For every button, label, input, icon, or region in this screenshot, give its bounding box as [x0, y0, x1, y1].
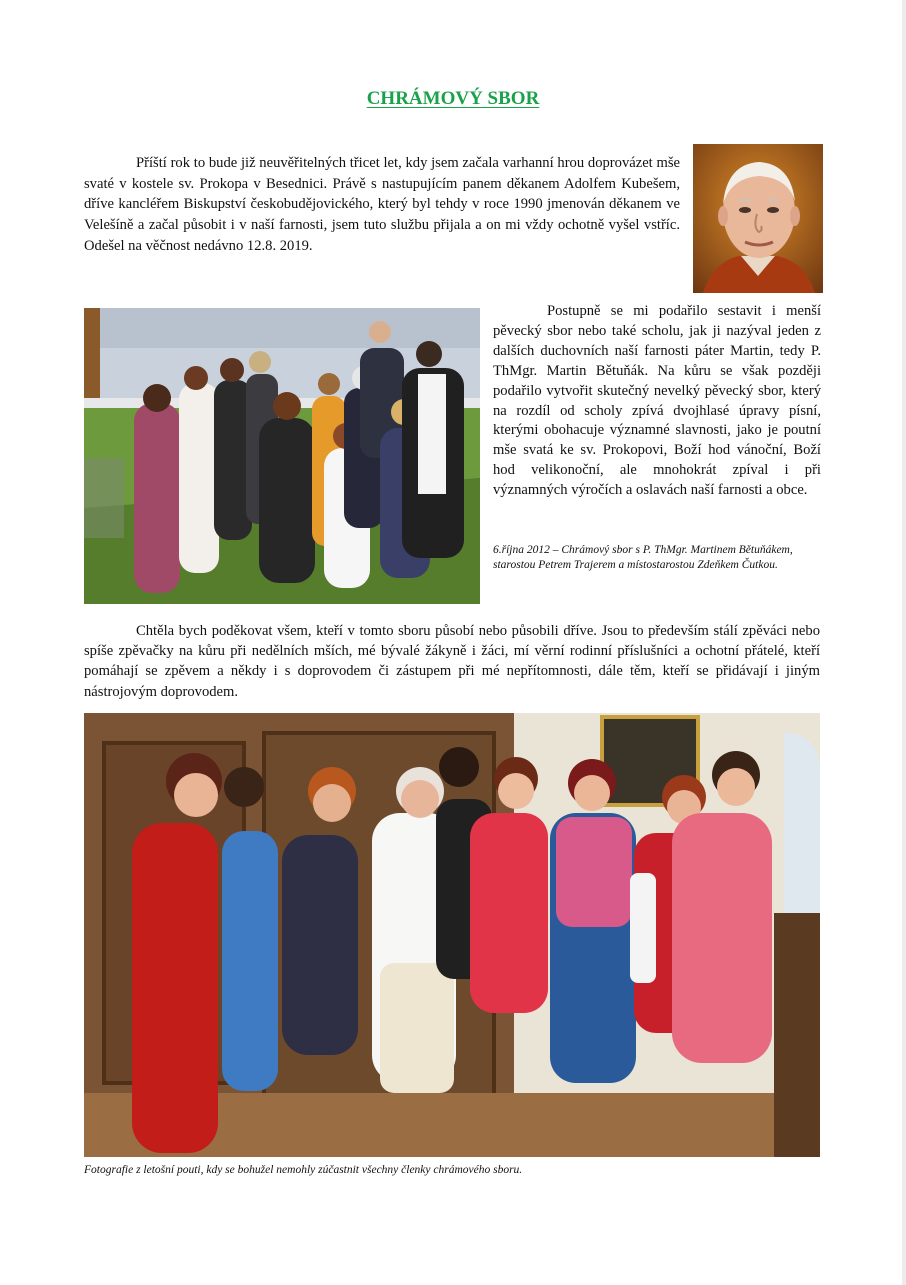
- choir-photo-2012: [84, 308, 480, 604]
- page-edge: [902, 0, 906, 1285]
- paragraph-schola: Postupně se mi podařilo sestavit i menší pěvecký sbor nebo také scholu, jak ji nazýval jeden z dalších duchovních naší farnosti páter Martin, tedy P. ThMgr. Martin Bětuňák. Na kůru se však později podařilo vytvořit skutečný nevelký pěvecký sbor, který na rozdíl od scholy zpívá dvojhlasé úpravy písní, kterými obohacuje významné slavnosti, jako je poutní mše svatá ke sv. Prokopovi, Boží hod vánoční, Boží hod velikonoční, ale mnohokrát zpíval i při významných výročích a oslavách naší farnosti a obce.: [493, 303, 821, 499]
- choir-photo-pilgrimage: [84, 713, 820, 1157]
- caption-photo-pilgrimage: Fotografie z letošní pouti, kdy se bohužel nemohly zúčastnit všechny členky chrámového sboru.: [84, 1164, 523, 1176]
- portrait-photo: [693, 144, 823, 293]
- article-title: CHRÁMOVÝ SBOR: [366, 88, 540, 109]
- paragraph-intro: Příští rok to bude již neuvěřitelných třicet let, kdy jsem začala varhanní hrou doprovázet mše svaté v kostele sv. Prokopa v Besednici. Právě s nastupujícím panem děkanem Adolfem Kubešem, dříve kancléřem Biskupství českobudějovického, který byl tehdy v roce 1990 jmenován děkanem ve Velešíně a začal působit i v naší farnosti, jsem tuto službu přijala a on mi vždy ochotně vyšel vstříc. Odešel na věčnost nedávno 12.8. 2019.: [84, 155, 680, 254]
- caption-photo-2012: 6.října 2012 – Chrámový sbor s P. ThMgr. Martinem Bětuňákem, starostou Petrem Trajerem a místostarostou Zdeňkem Čutkou.: [493, 544, 793, 571]
- paragraph-thanks: Chtěla bych poděkovat všem, kteří v tomto sboru působí nebo působili dříve. Jsou to především stálí zpěváci nebo spíše zpěvačky na kůru při nedělních mších, mé bývalé žákyně i žáci, mí věrní rodinní příslušníci a ochotní přátelé, kteří pomáhají se zpěvem a někdy i s doprovodem či zástupem při mé nepřítomnosti, dále těm, kteří se přidávají i jiným nástrojovým doprovodem.: [84, 623, 820, 700]
